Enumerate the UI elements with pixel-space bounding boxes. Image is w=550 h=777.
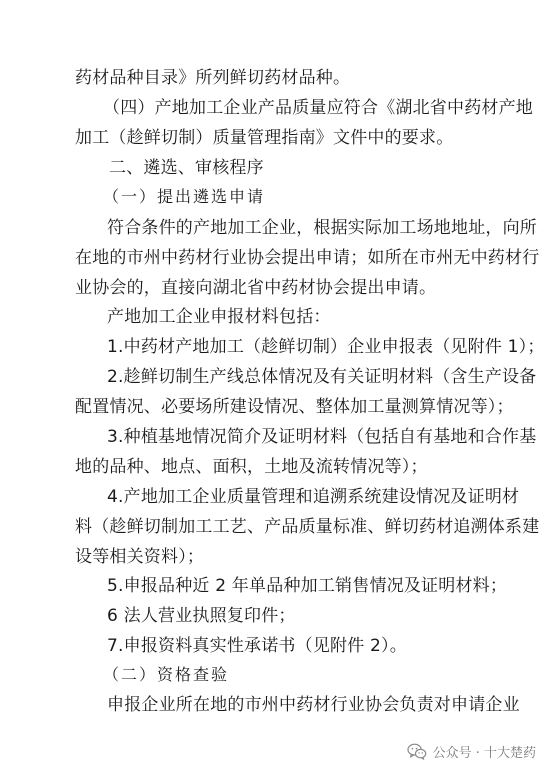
list-item-6: 6 法人营业执照复印件； [107, 606, 296, 626]
list-item-1: 1.中药材产地加工（趁鲜切制）企业申报表（见附件 1）； [107, 337, 545, 357]
watermark-text: 公众号 · 十大楚药 [432, 746, 536, 761]
body-text-line-3: 加工（趁鲜切制）质量管理指南》文件中的要求。 [75, 128, 454, 148]
section-two-heading: 二、遴选、审核程序 [109, 158, 264, 178]
subsection-one-heading: （一）提出遴选申请 [103, 187, 266, 206]
list-item-2-cont: 配置情况、必要场所建设情况、整体加工量测算情况等）； [75, 397, 514, 417]
clause-four-heading: （四）产地加工企业产品质量应符合《湖北省中药材产地 [103, 98, 533, 118]
list-item-4: 4.产地加工企业质量管理和追溯系统建设情况及证明材 [107, 487, 520, 507]
list-item-7: 7.申报资料真实性承诺书（见附件 2）。 [107, 636, 407, 656]
list-item-3: 3.种植基地情况简介及证明材料（包括自有基地和合作基 [107, 427, 537, 447]
body-text-line-8: 业协会的，直接向湖北省中药材协会提出申请。 [75, 278, 437, 298]
account-watermark [407, 742, 536, 761]
list-item-4-cont-2: 设等相关资料）； [75, 547, 205, 567]
body-text-line-1: 药材品种目录》所列鲜切药材品种。 [75, 68, 351, 88]
list-item-3-cont: 地的品种、地点、面积，土地及流转情况等）； [75, 457, 428, 477]
body-text-line-22: 申报企业所在地的市州中药材行业协会负责对申请企业 [107, 695, 520, 715]
wechat-icon [407, 743, 427, 760]
body-text-line-6: 符合条件的产地加工企业，根据实际加工场地地址，向所 [107, 218, 537, 238]
subsection-two-heading: （二）资格查验 [103, 665, 230, 684]
materials-intro-line: 产地加工企业申报材料包括： [107, 307, 331, 327]
list-item-4-cont-1: 料（趁鲜切制加工工艺、产品质量标准、鲜切药材追溯体系建 [75, 517, 540, 537]
body-text-line-7: 在地的市州中药材行业协会提出申请；如所在市州无中药材行 [75, 248, 540, 268]
list-item-2: 2.趁鲜切制生产线总体情况及有关证明材料（含生产设备 [107, 367, 537, 387]
list-item-5: 5.申报品种近 2 年单品种加工销售情况及证明材料； [107, 576, 508, 596]
